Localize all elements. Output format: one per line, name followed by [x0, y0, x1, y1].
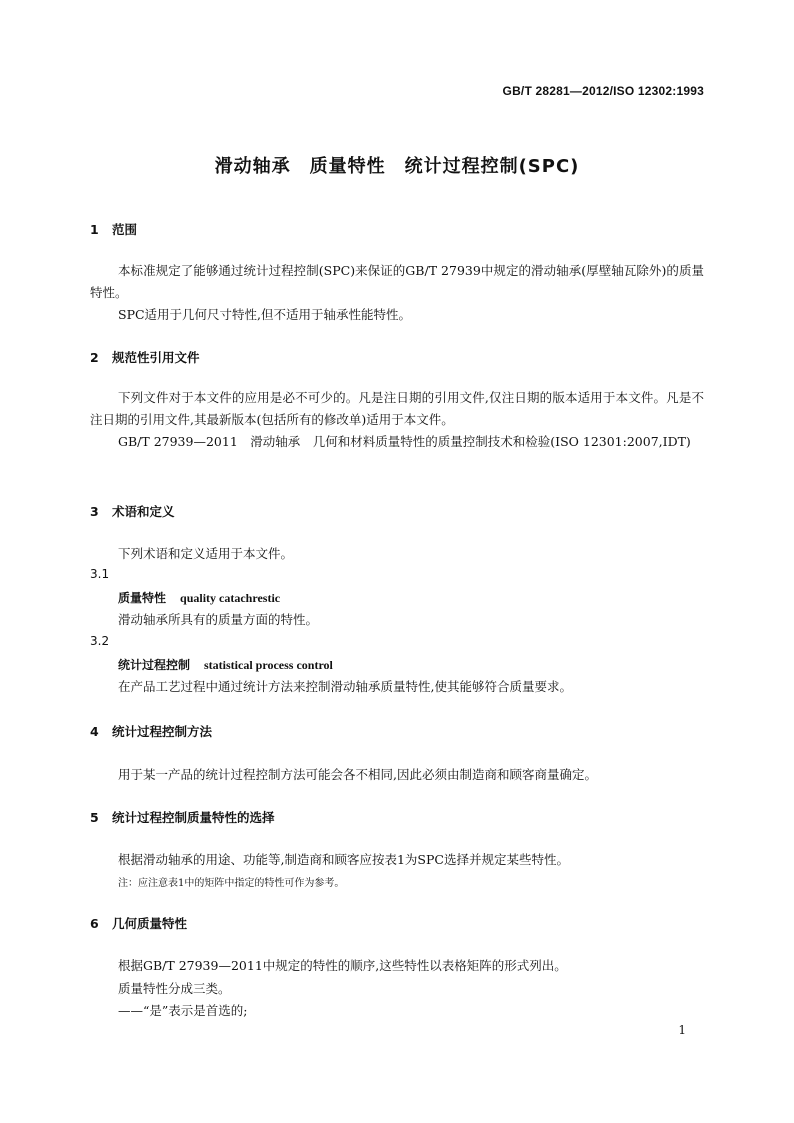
section-2-paragraph-1: 下列文件对于本文件的应用是必不可少的。凡是注日期的引用文件,仅注日期的版本适用于本文件。凡是不注日期的引用文件,其最新版本(包括所有的修改单)适用于本文件。	[90, 390, 704, 427]
section-5-note: 注：应注意表1中的矩阵中指定的特性可作为参考。	[118, 878, 345, 889]
section-number: 3	[90, 504, 99, 519]
section-6-heading	[90, 914, 187, 932]
section-5-heading	[90, 808, 275, 826]
section-1-paragraph-1: 本标准规定了能够通过统计过程控制(SPC)来保证的GB/T 27939中规定的滑动轴承(厚壁轴瓦除外)的质量特性。	[90, 263, 704, 300]
term-3-1	[118, 589, 280, 606]
section-number: 5	[90, 810, 99, 825]
page-number: 1	[678, 1023, 686, 1037]
term-zh: 统计过程控制	[118, 658, 191, 672]
section-3-heading	[90, 502, 175, 520]
document-title: 滑动轴承 质量特性 统计过程控制(SPC)	[214, 156, 580, 177]
section-number: 6	[90, 916, 99, 931]
section-number: 1	[90, 222, 99, 237]
term-en: quality catachrestic	[180, 591, 281, 605]
section-number: 4	[90, 724, 99, 739]
standard-code: GB/T 28281—2012/ISO 12302:1993	[502, 84, 704, 98]
term-3-2	[118, 656, 333, 673]
term-3-2-definition: 在产品工艺过程中通过统计方法来控制滑动轴承质量特性,使其能够符合质量要求。	[118, 679, 572, 694]
section-6-paragraph-2: 质量特性分成三类。	[118, 981, 231, 996]
section-4-heading	[90, 722, 212, 740]
section-1-paragraph-2: SPC适用于几何尺寸特性,但不适用于轴承性能特性。	[118, 307, 412, 322]
section-3-paragraph-1: 下列术语和定义适用于本文件。	[118, 546, 294, 561]
section-6-paragraph-1: 根据GB/T 27939—2011中规定的特性的顺序,这些特性以表格矩阵的形式列出。	[118, 958, 567, 973]
section-2-paragraph-2: GB/T 27939—2011 滑动轴承 几何和材料质量特性的质量控制技术和检验(ISO 12301:2007,IDT)	[118, 434, 691, 449]
term-3-1-number: 3.1	[90, 567, 110, 581]
term-en: statistical process control	[204, 658, 333, 672]
section-title: 范围	[112, 222, 138, 237]
section-title: 术语和定义	[112, 504, 175, 519]
section-number: 2	[90, 350, 99, 365]
section-2-heading	[90, 348, 200, 366]
section-4-paragraph-1: 用于某一产品的统计过程控制方法可能会各不相同,因此必须由制造商和顾客商量确定。	[118, 767, 597, 782]
section-6-paragraph-3: ——“是”表示是首选的;	[118, 1003, 248, 1018]
section-title: 统计过程控制质量特性的选择	[112, 810, 275, 825]
section-title: 规范性引用文件	[112, 350, 200, 365]
term-zh: 质量特性	[118, 591, 167, 605]
term-3-1-definition: 滑动轴承所具有的质量方面的特性。	[118, 612, 319, 627]
section-5-paragraph-1: 根据滑动轴承的用途、功能等,制造商和顾客应按表1为SPC选择并规定某些特性。	[118, 852, 569, 867]
section-title: 统计过程控制方法	[112, 724, 213, 739]
section-title: 几何质量特性	[112, 916, 188, 931]
term-3-2-number: 3.2	[90, 634, 110, 648]
section-1-heading	[90, 220, 137, 238]
